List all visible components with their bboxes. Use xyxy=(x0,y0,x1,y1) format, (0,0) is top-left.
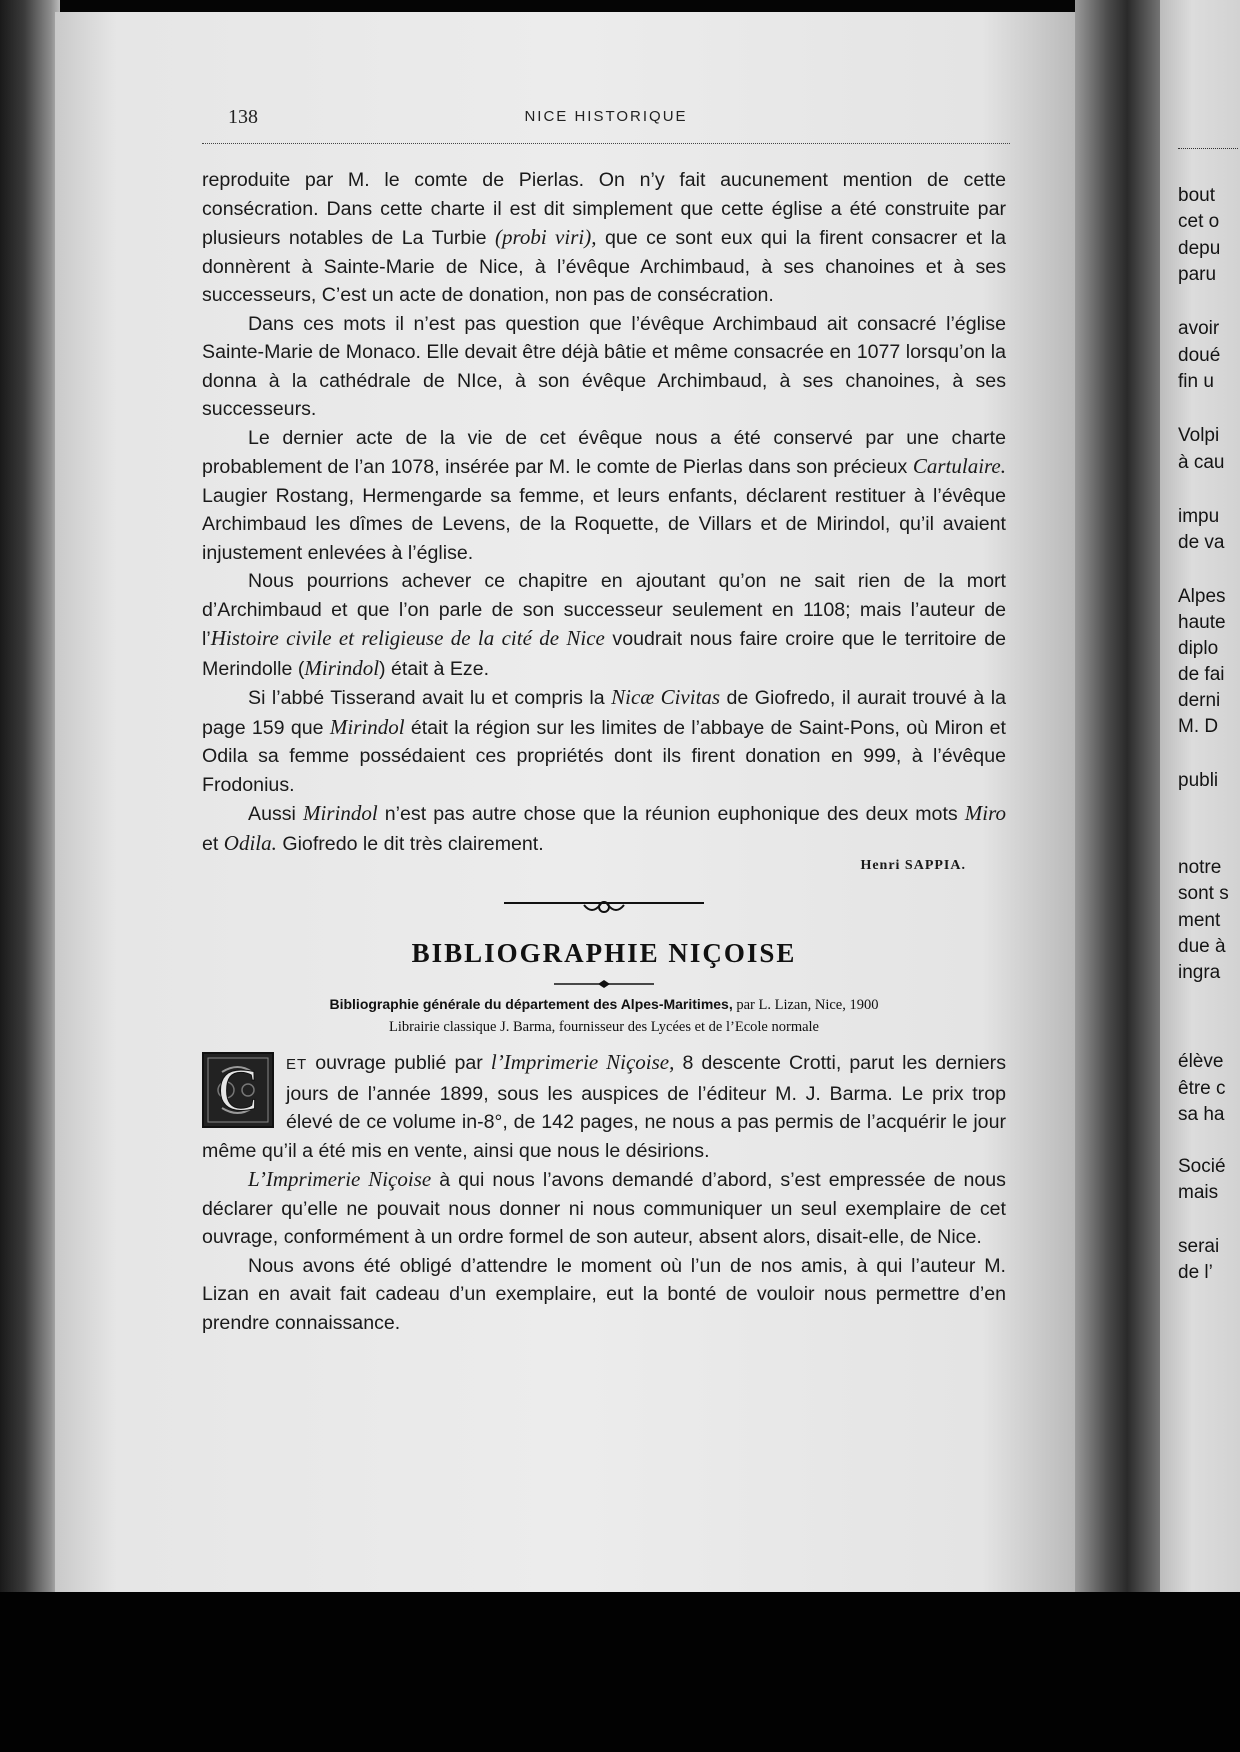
facing-page-edge xyxy=(1160,0,1240,1600)
facing-page-text-fragment: ingra xyxy=(1178,962,1221,983)
facing-page-text-fragment: ment xyxy=(1178,910,1221,931)
page-gutter xyxy=(1075,0,1170,1600)
facing-page-text-fragment: haute xyxy=(1178,612,1226,633)
facing-page-text-fragment: due à xyxy=(1178,936,1226,957)
facing-page-text-fragment: derni xyxy=(1178,690,1221,711)
facing-page-text-fragment: de l’ xyxy=(1178,1262,1213,1283)
bibliographic-reference xyxy=(202,993,1006,1038)
book-author-place: par L. Lizan, Nice, 1900 xyxy=(732,997,879,1013)
facing-page-text-fragment: Socié xyxy=(1178,1156,1226,1177)
facing-page-text-fragment: M. D xyxy=(1178,716,1219,737)
paragraph: Dans ces mots il n’est pas question que l’évêque Archimbaud ait consacré l’église Sainte-Marie de Monaco. Elle devait être déjà bâtie et même consacrée en 1077 lorsqu’on la donna à la cathédrale de NIce, à son évêque Archimbaud, à ses chanoines, à ses successeurs. xyxy=(202,312,1006,420)
paragraph: reproduite par M. le comte de Pierlas. On n’y fait aucunement mention de cette consécration. Dans cette charte il est dit simplement que cette église a été construite par plusieurs notables de La Turbie (probi viri), que ce sont eux qui la firent consacrer et la donnèrent à Sainte-Marie de Nice, à l’évêque Archimbaud, à ses chanoines et à ses successeurs, C’est un acte de donation, non pas de consécration. xyxy=(202,169,1006,306)
paragraph: Si l’abbé Tisserand avait lu et compris la Nicæ Civitas de Giofredo, il aurait trouvé à la page 159 que Mirindol était la région sur les limites de l’abbaye de Saint-Pons, où Miron et Odila sa femme possédaient ces propriétés dont ils firent donation en 999, à l’évêque Frodonius. xyxy=(202,685,1006,796)
facing-page-text-fragment: paru xyxy=(1178,264,1217,285)
book-spine-shadow xyxy=(0,0,60,1592)
decorated-initial-c xyxy=(202,1052,274,1128)
section-divider-ornament xyxy=(504,895,704,917)
paragraph: Nous pourrions achever ce chapitre en ajoutant qu’on ne sait rien de la mort d’Archimbaud et que l’on parle de son successeur seulement en 1108; mais l’auteur de l’Histoire civile et religieuse de la cité de Nice voudrait nous faire croire que le territoire de Merindolle (Mirindol) était à Eze. xyxy=(202,570,1006,680)
facing-page-text-fragment: bout xyxy=(1178,185,1215,206)
book-publisher: Librairie classique J. Barma, fournisseur des Lycées et de l’Ecole normale xyxy=(388,1019,819,1035)
paragraph: ET ouvrage publié par l’Imprimerie Niçoise, 8 descente Crotti, parut les derniers jours de l’année 1899, sous les auspices de l’éditeur M. J. Barma. Le prix trop élevé de ce volume in-8°, de 142 pages, ne nous a pas permis de l’acquérir le jour même qu’il a été mis en vente, ainsi que nous le désirions. xyxy=(202,1050,1007,1162)
author-signature: Henri SAPPIA. xyxy=(860,858,966,873)
facing-page-text-fragment: publi xyxy=(1178,770,1219,791)
article-body xyxy=(202,166,1006,1337)
facing-page-text-fragment: sont s xyxy=(1178,883,1229,904)
running-title: NICE HISTORIQUE xyxy=(524,108,688,125)
section-title: BIBLIOGRAPHIE NIÇOISE xyxy=(411,937,797,968)
facing-page-text-fragment: cet o xyxy=(1178,211,1220,232)
facing-page-text-fragment: de fai xyxy=(1178,664,1225,685)
facing-page-text-fragment: serai xyxy=(1178,1236,1220,1257)
facing-page-text-fragment: de va xyxy=(1178,532,1225,553)
facing-page-text-fragment: notre xyxy=(1178,857,1222,878)
facing-page-text-fragment: fin u xyxy=(1178,371,1214,392)
facing-page-text-fragment: impu xyxy=(1178,506,1220,527)
facing-page-text-fragment: avoir xyxy=(1178,318,1220,339)
facing-page-text-fragment: doué xyxy=(1178,345,1221,366)
svg-text:C: C xyxy=(217,1057,259,1123)
paragraph: Aussi Mirindol n’est pas autre chose que la réunion euphonique des deux mots Miro et Odila. Giofredo le dit très clairement. xyxy=(202,801,1006,855)
running-header xyxy=(202,106,1010,130)
facing-page-text-fragment: mais xyxy=(1178,1182,1219,1203)
facing-page-text-fragment: élève xyxy=(1178,1051,1224,1072)
facing-page-text-fragment: diplo xyxy=(1178,638,1219,659)
facing-page-text-fragment: depu xyxy=(1178,238,1221,259)
facing-page-text-fragment: être c xyxy=(1178,1078,1226,1099)
facing-page-text-fragment: Alpes xyxy=(1178,586,1226,607)
scan-background xyxy=(0,1592,1240,1752)
title-underline-ornament xyxy=(554,969,654,979)
paragraph: Nous avons été obligé d’attendre le moment où l’un de nos amis, à qui l’auteur M. Lizan en avait fait cadeau d’un exemplaire, eut la bonté de vouloir nous permettre d’en prendre connaissance. xyxy=(202,1254,1006,1334)
book-title: Bibliographie générale du département des Alpes-Maritimes, xyxy=(329,996,733,1012)
facing-header-rule xyxy=(1178,148,1238,149)
facing-page-text-fragment: Volpi xyxy=(1178,425,1220,446)
facing-page-text-fragment: sa ha xyxy=(1178,1104,1225,1125)
review-text xyxy=(202,1048,1006,1337)
header-rule xyxy=(202,143,1010,144)
page-number: 138 xyxy=(228,106,258,128)
paragraph: Le dernier acte de la vie de cet évêque nous a été conservé par une charte probablement de l’an 1078, insérée par M. le comte de Pierlas dans son précieux Cartulaire. Laugier Rostang, Hermengarde sa femme, et leurs enfants, déclarent restituer à l’évêque Archimbaud les dîmes de Levens, de la Roquette, de Villars et de Mirindol, qu’il avaient injustement enlevées à l’église. xyxy=(202,426,1006,564)
paragraph: L’Imprimerie Niçoise à qui nous l’avons demandé d’abord, s’est empressée de nous déclarer qu’elle ne pouvait nous donner ni nous communiquer un seul exemplaire de cet ouvrage, conformément à un ordre formel de son auteur, absent alors, disait-elle, de Nice. xyxy=(202,1167,1006,1248)
facing-page-text-fragment: à cau xyxy=(1178,452,1225,473)
